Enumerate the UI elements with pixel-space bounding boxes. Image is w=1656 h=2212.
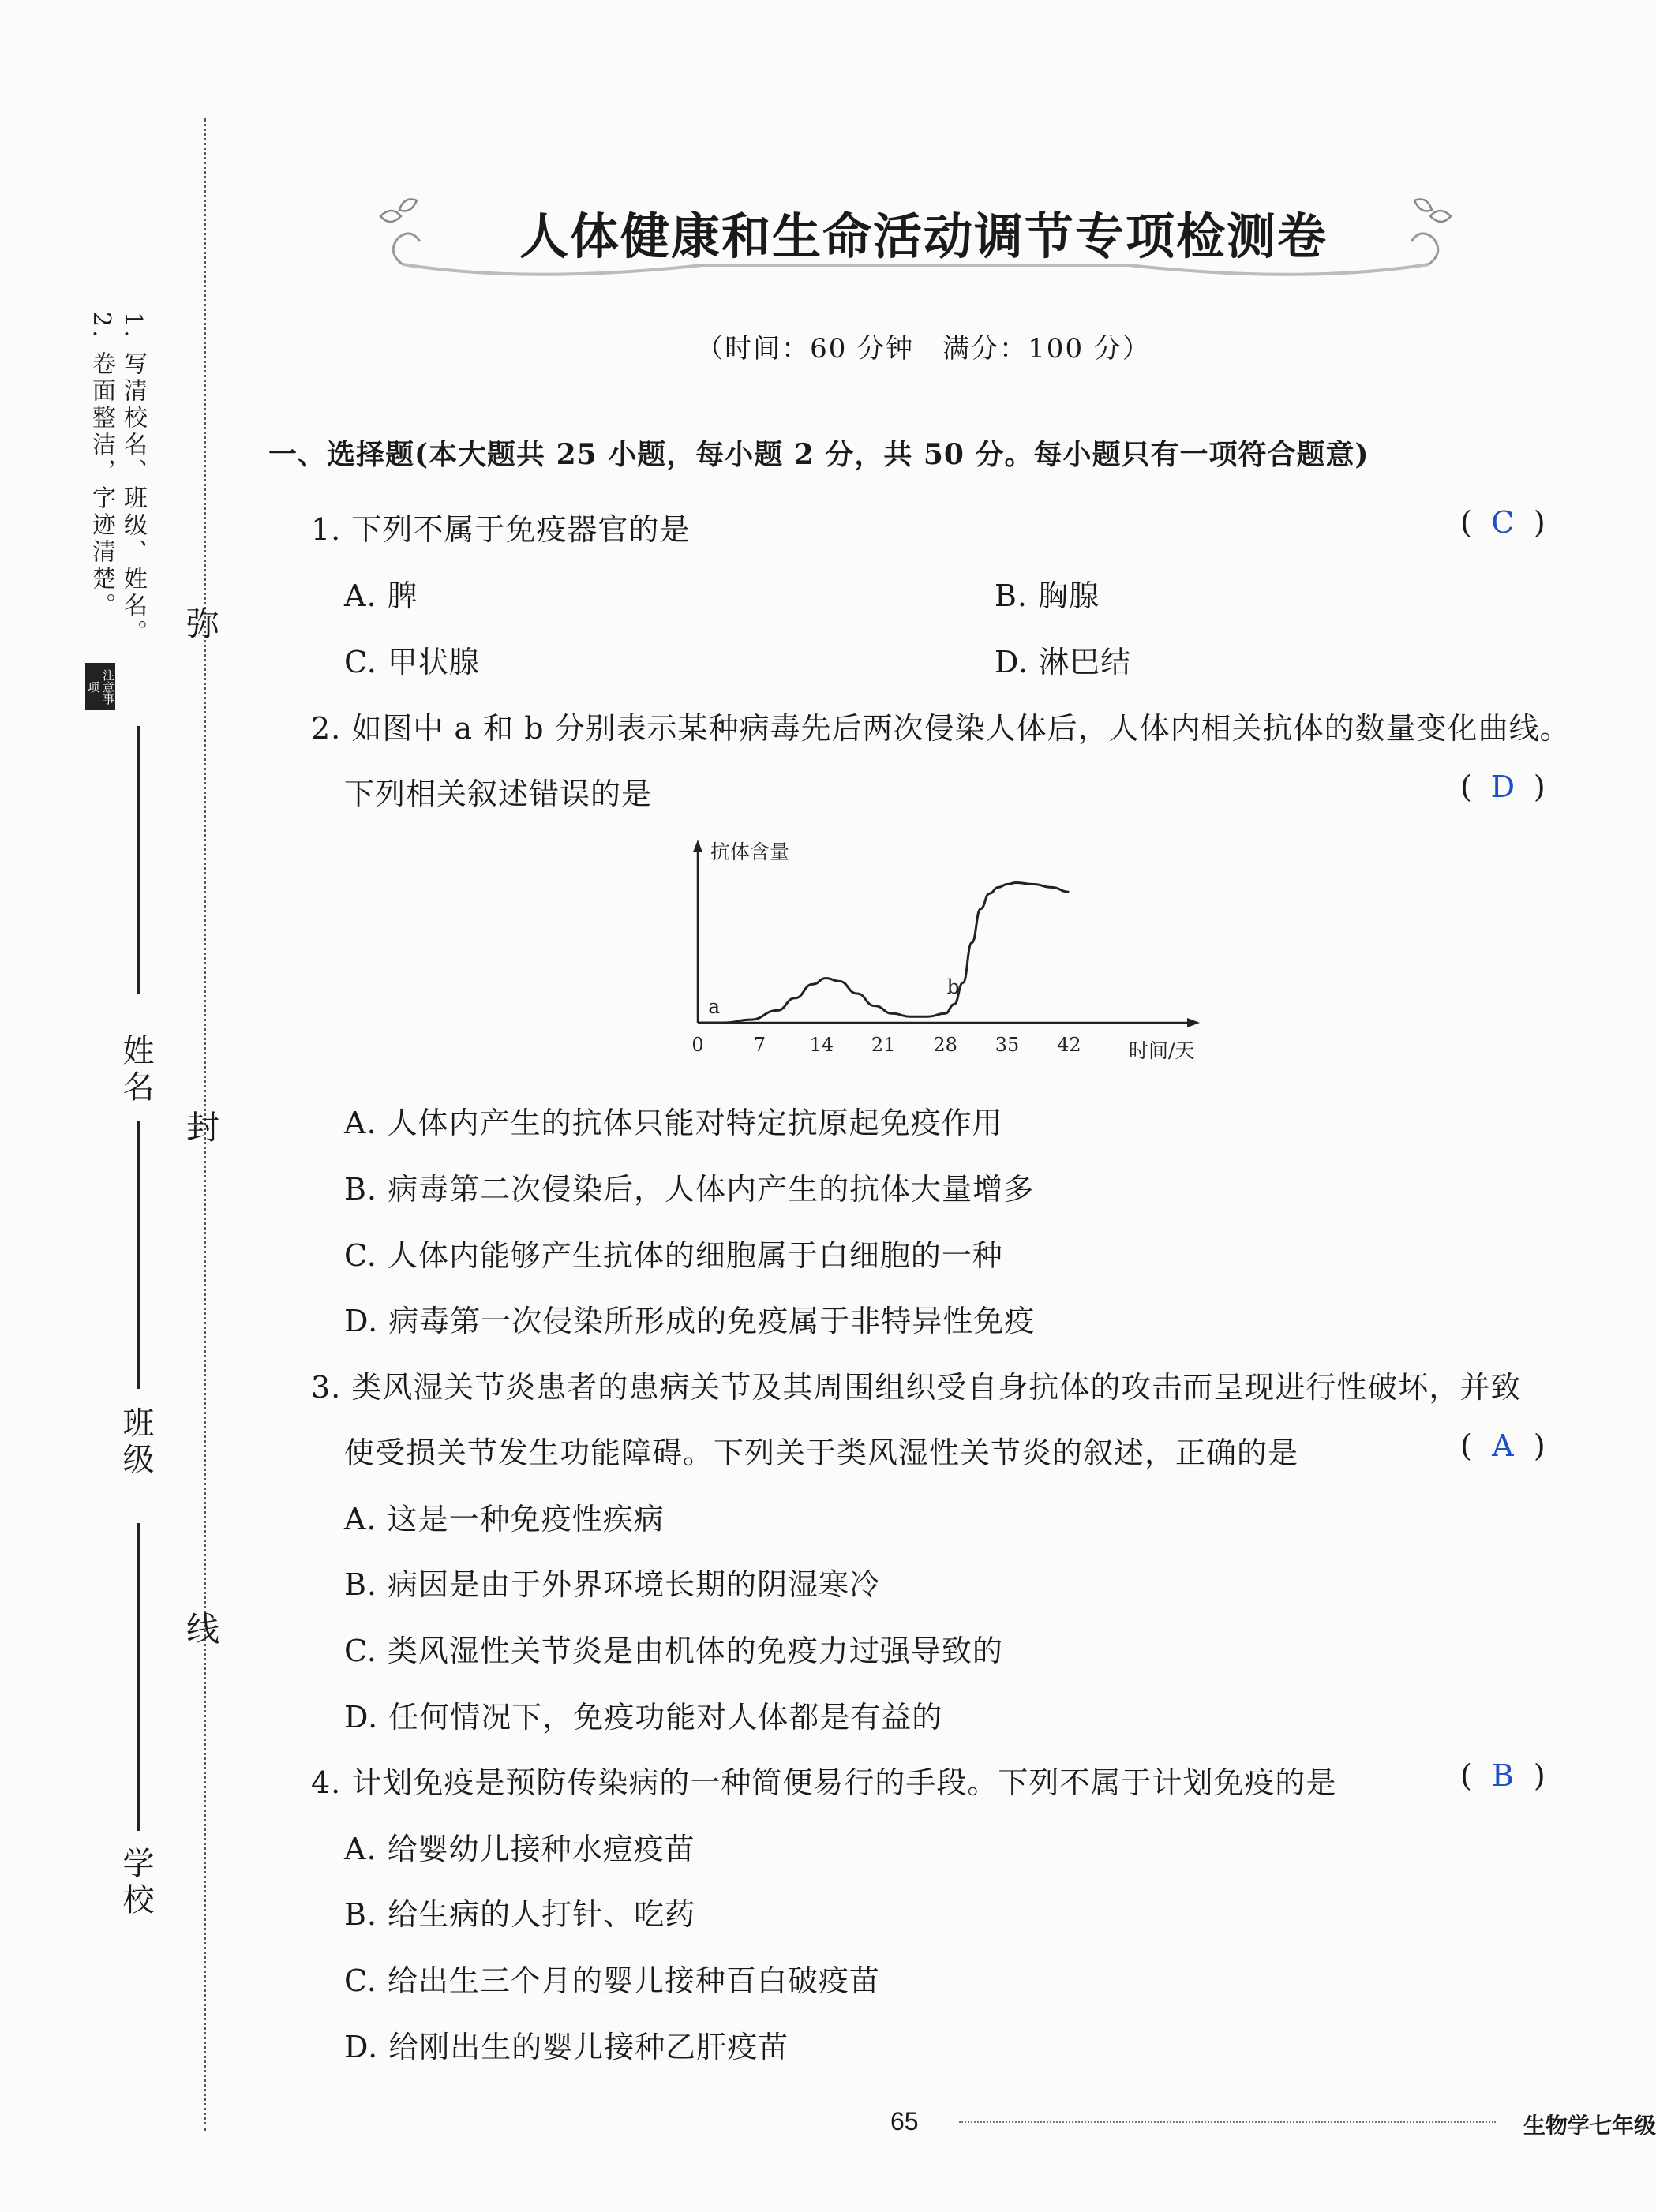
q2-option-c: C. 人体内能够产生抗体的细胞属于白细胞的一种 [344,1238,1003,1273]
antibody-chart [679,829,1231,1073]
q2-option-b: B. 病毒第二次侵染后，人体内产生的抗体大量增多 [344,1172,1035,1207]
q2-option-a: A. 人体内产生的抗体只能对特定抗原起免疫作用 [344,1106,1003,1140]
x-axis-label: 时间/天 [1129,1039,1195,1062]
field-label-school: 学校 [118,1847,154,1919]
q2-answer-value: D [1490,769,1516,804]
q2-option-d: D. 病毒第一次侵染所形成的免疫属于非特异性免疫 [344,1304,1036,1338]
seal-char-feng: 封 [186,1108,220,1147]
q2-stem-line-1: 2. 如图中 a 和 b 分别表示某种病毒先后两次侵染人体后，人体内相关抗体的数量变化曲线。 [311,711,1571,746]
x-tick-label-7: 7 [753,1034,766,1056]
notice-line-1: 1. 写清校名、班级、姓名。 [119,312,147,647]
field-line-class [137,1121,140,1389]
q4-answer-value: B [1491,1758,1514,1793]
x-tick-label-0: 0 [691,1034,704,1056]
q4-answer: ( B ) [1460,1758,1545,1793]
seal-char-xian: 线 [186,1610,220,1649]
q1-stem-line-1: 1. 下列不属于免疫器官的是 [311,512,691,547]
q2-answer: ( D ) [1460,769,1545,804]
q4-stem-line-1: 4. 计划免疫是预防传染病的一种简便易行的手段。下列不属于计划免疫的是 [311,1765,1337,1800]
x-tick-label-42: 42 [1057,1034,1081,1056]
q1-option-b: B. 胸腺 [995,578,1100,613]
q3-option-b: B. 病因是由于外界环境长期的阴湿寒冷 [344,1567,881,1602]
q3-option-a: A. 这是一种免疫性疾病 [344,1502,665,1536]
page-number: 65 [890,2107,919,2135]
notice-line-2: 2. 卷面整洁，字迹清楚。 [88,312,115,620]
q3-answer-value: A [1492,1428,1514,1463]
field-label-name: 姓名 [118,1034,154,1106]
field-label-class: 班级 [118,1406,154,1479]
q3-option-c: C. 类风湿性关节炎是由机体的免疫力过强导致的 [344,1634,1003,1668]
q3-stem-line-1: 3. 类风湿关节炎患者的患病关节及其周围组织受自身抗体的攻击而呈现进行性破坏，并致 [311,1370,1522,1405]
q2-stem-line-2: 下列相关叙述错误的是 [344,777,653,811]
q1-option-d: D. 淋巴结 [995,645,1132,679]
y-axis-label: 抗体含量 [710,840,790,863]
annotation-a: a [708,995,721,1019]
footer-subject: 生物学七年级 [1523,2113,1656,2139]
q3-stem-line-2: 使受损关节发生功能障碍。下列关于类风湿性关节炎的叙述，正确的是 [344,1435,1299,1470]
q1-option-a: A. 脾 [344,578,418,613]
q1-answer-value: C [1491,505,1515,540]
q4-option-d: D. 给刚出生的婴儿接种乙肝疫苗 [344,2030,789,2064]
footer-dotted-rule [959,2121,1496,2123]
field-line-name [137,726,140,994]
q3-answer: ( A ) [1460,1428,1545,1463]
x-tick-label-21: 21 [871,1034,896,1056]
exam-meta: （时间：60 分钟 满分：100 分） [696,333,1151,365]
x-tick-label-14: 14 [809,1034,834,1056]
page-title: 人体健康和生命活动调节专项检测卷 [519,208,1328,265]
q1-option-c: C. 甲状腺 [344,645,480,679]
section-heading: 一、选择题(本大题共 25 小题，每小题 2 分，共 50 分。每小题只有一项符合题意) [268,438,1369,471]
seal-char-mi: 弥 [186,604,220,643]
q4-option-c: C. 给出生三个月的婴儿接种百白破疫苗 [344,1963,880,1998]
q1-answer: ( C ) [1460,505,1545,540]
field-line-school [137,1523,140,1831]
antibody-chart-svg [679,829,1231,1073]
annotation-b: b [946,975,960,998]
x-tick-label-35: 35 [995,1034,1020,1056]
q4-option-b: B. 给生病的人打针、吃药 [344,1897,696,1932]
q4-option-a: A. 给婴幼儿接种水痘疫苗 [344,1832,695,1866]
notice-title: 注意事项 [85,663,115,710]
q3-option-d: D. 任何情况下，免疫功能对人体都是有益的 [344,1700,943,1735]
antibody-curve [698,883,1069,1023]
x-tick-label-28: 28 [933,1034,957,1056]
